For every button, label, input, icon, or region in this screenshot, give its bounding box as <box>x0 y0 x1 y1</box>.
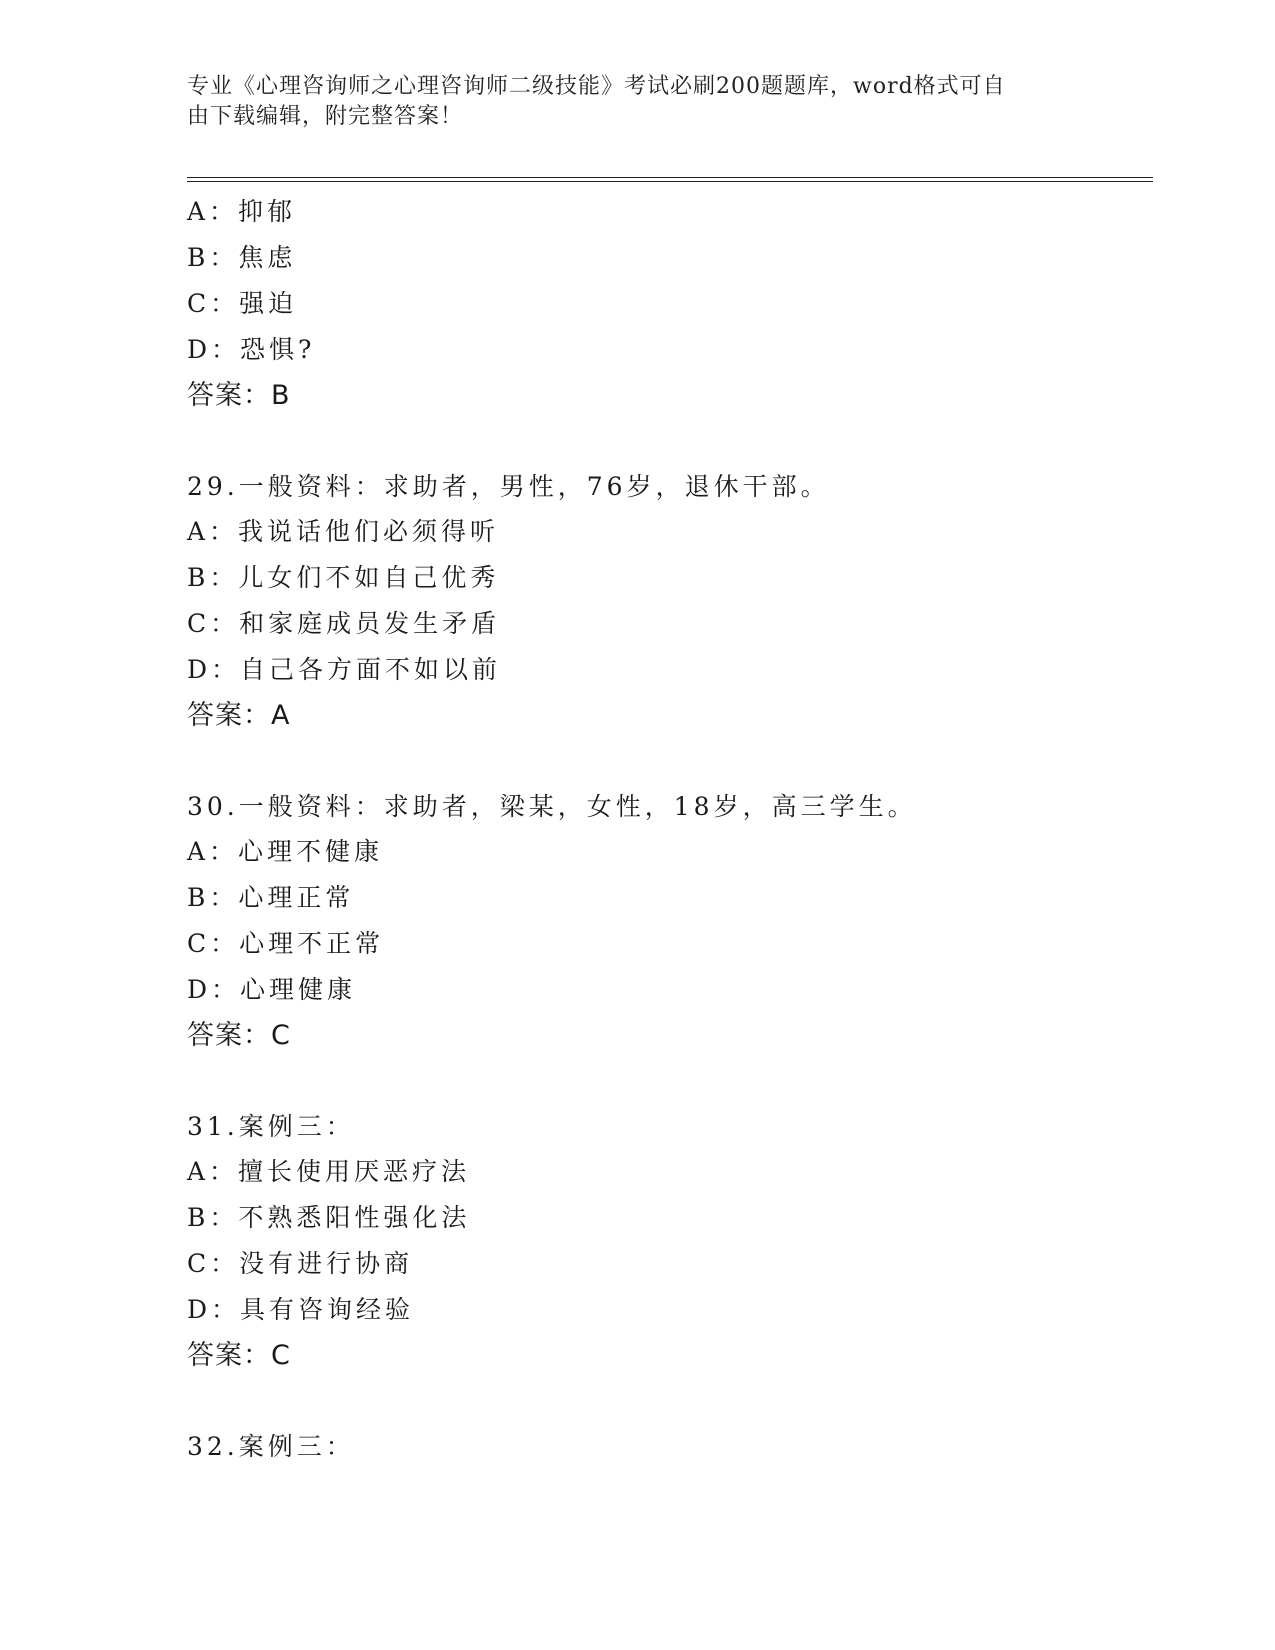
question-block <box>187 1424 1147 1469</box>
option-b: B：不熟悉阳性强化法 <box>187 1203 471 1232</box>
answer-line: 答案：B <box>187 380 291 411</box>
option-c: C：和家庭成员发生矛盾 <box>187 609 501 638</box>
question-block <box>187 464 1147 739</box>
option-c: C：强迫 <box>187 289 298 318</box>
option-c: C：心理不正常 <box>187 929 385 958</box>
option-a: A：擅长使用厌恶疗法 <box>187 1157 471 1186</box>
option-b: B：心理正常 <box>187 883 355 912</box>
question-text: 29.一般资料：求助者，男性，76岁，退休干部。 <box>187 472 830 501</box>
option-b: B：儿女们不如自己优秀 <box>187 563 500 592</box>
question-block <box>187 1104 1147 1379</box>
question-block <box>187 189 1147 419</box>
document-header <box>187 72 1067 132</box>
option-a: A：心理不健康 <box>187 837 384 866</box>
header-line-2: 由下载编辑，附完整答案！ <box>187 104 464 129</box>
option-d: D：心理健康 <box>187 975 357 1004</box>
option-b: B：焦虑 <box>187 243 297 272</box>
question-text: 32.案例三： <box>187 1432 355 1461</box>
option-a: A：我说话他们必须得听 <box>187 517 500 546</box>
header-divider <box>187 177 1153 182</box>
question-text: 30.一般资料：求助者，梁某，女性，18岁，高三学生。 <box>187 792 917 821</box>
question-block <box>187 784 1147 1059</box>
answer-line: 答案：C <box>187 1020 291 1051</box>
answer-line: 答案：C <box>187 1340 291 1371</box>
question-text: 31.案例三： <box>187 1112 355 1141</box>
header-line-1: 专业《心理咨询师之心理咨询师二级技能》考试必刷200题题库，word格式可自 <box>187 74 1006 99</box>
option-c: C：没有进行协商 <box>187 1249 414 1278</box>
option-a: A：抑郁 <box>187 197 297 226</box>
option-d: D：恐惧? <box>187 335 316 364</box>
question-list <box>187 189 1147 1469</box>
option-d: D：具有咨询经验 <box>187 1295 415 1324</box>
option-d: D：自己各方面不如以前 <box>187 655 502 684</box>
answer-line: 答案：A <box>187 700 291 731</box>
